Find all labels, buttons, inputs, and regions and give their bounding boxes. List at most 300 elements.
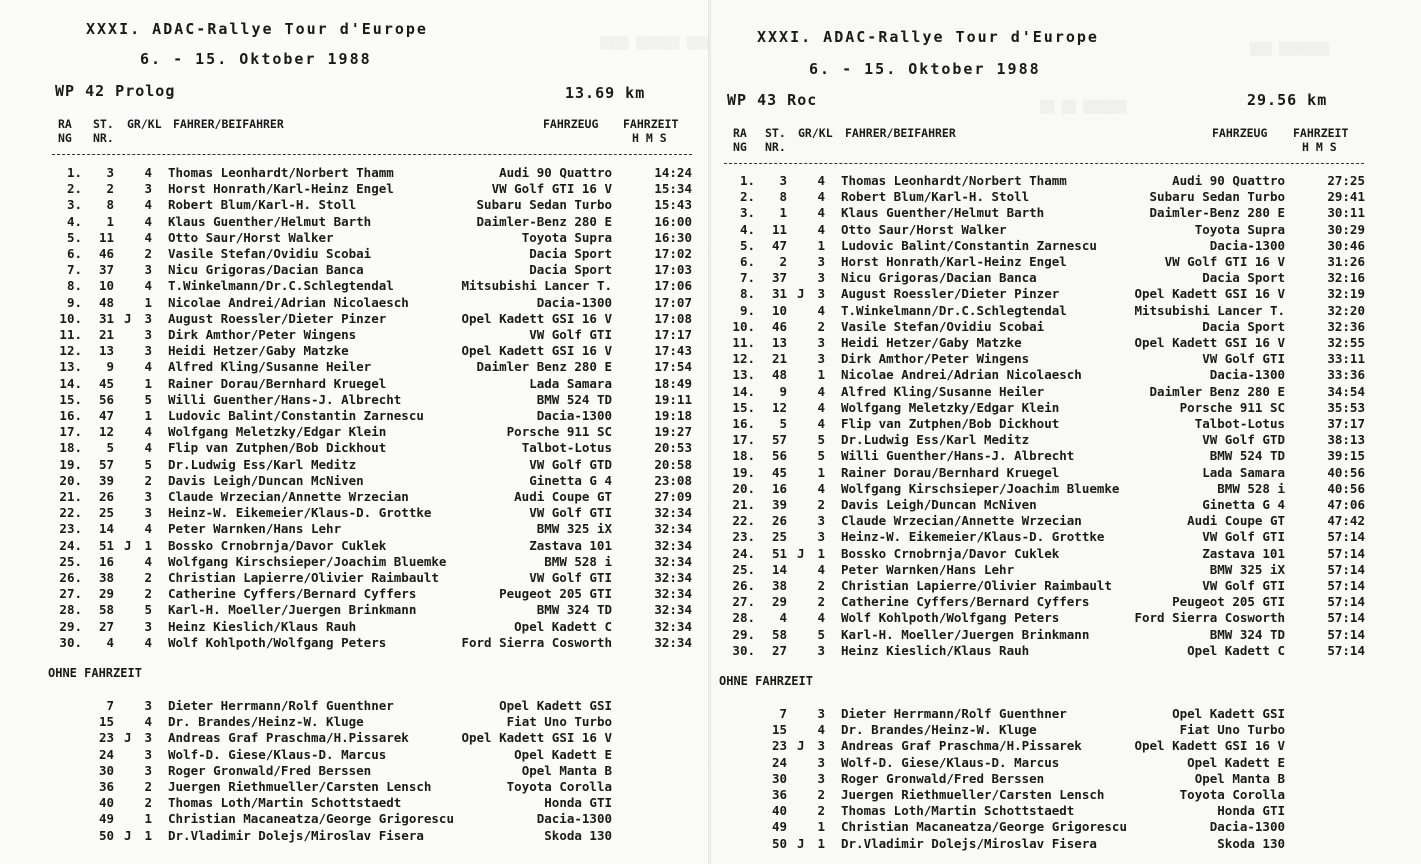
result-row	[56, 473, 696, 489]
class-cell: 5	[144, 391, 152, 407]
driver-codriver-cell: Flip van Zutphen/Bob Dickhout	[168, 440, 387, 456]
start-number-cell: 3	[106, 165, 114, 180]
start-number-cell: 38	[98, 570, 114, 585]
start-number-cell: 2	[779, 254, 787, 269]
car-cell: BMW 325 iX	[1209, 561, 1285, 577]
header-gr-kl: GR/KL	[127, 117, 162, 131]
time-cell: 57:14	[1327, 594, 1365, 610]
document-title-right: XXXI. ADAC-Rallye Tour d'Europe	[757, 28, 1099, 46]
car-cell: VW Golf GTI	[529, 505, 612, 521]
class-cell: 3	[144, 746, 152, 762]
header-car: FAHRZEUG	[543, 117, 599, 131]
header-time: FAHRZEIT	[1293, 126, 1349, 140]
result-row	[729, 416, 1369, 432]
driver-codriver-cell: Wolfgang Meletzky/Edgar Klein	[168, 424, 387, 440]
section-label-no-time-left: OHNE FAHRZEIT	[48, 666, 142, 680]
rank-cell: 4.	[66, 213, 82, 229]
result-row	[56, 440, 696, 456]
start-number-cell: 1	[106, 213, 114, 229]
class-cell: 4	[817, 221, 825, 237]
time-cell: 34:54	[1327, 383, 1365, 399]
driver-codriver-cell: Roger Gronwald/Fred Berssen	[168, 762, 372, 778]
driver-codriver-cell: Christian Lapierre/Olivier Raimbault	[168, 570, 439, 585]
driver-codriver-cell: Peter Warnken/Hans Lehr	[168, 521, 342, 537]
class-cell: 3	[144, 343, 152, 359]
driver-codriver-cell: Christian Macaneatza/George Grigorescu	[168, 811, 454, 827]
class-cell: 1	[817, 237, 825, 253]
result-row	[729, 254, 1369, 270]
start-number-cell: 27	[98, 618, 114, 634]
start-number-cell: 24	[98, 746, 114, 762]
start-number-cell: 7	[779, 706, 787, 721]
result-row	[729, 546, 1369, 562]
header-st: ST.	[93, 117, 114, 131]
start-number-cell: 12	[771, 399, 787, 415]
start-number-cell: 8	[106, 197, 114, 213]
result-row	[729, 513, 1369, 529]
result-row	[56, 586, 696, 602]
rank-cell: 13.	[732, 367, 755, 383]
start-number-cell: 57	[771, 432, 787, 448]
no-time-row	[729, 706, 1369, 722]
driver-codriver-cell: Heinz-W. Eikemeier/Klaus-D. Grottke	[168, 505, 432, 521]
no-time-row	[729, 787, 1369, 803]
result-row	[729, 351, 1369, 367]
class-cell: 4	[817, 302, 825, 318]
rank-cell: 23.	[59, 521, 82, 537]
start-number-cell: 21	[771, 351, 787, 367]
class-cell: 2	[817, 578, 825, 593]
class-cell: 2	[144, 795, 152, 811]
driver-codriver-cell: Robert Blum/Karl-H. Stoll	[841, 189, 1030, 205]
time-cell: 17:02	[654, 246, 692, 261]
start-number-cell: 15	[98, 714, 114, 730]
driver-codriver-cell: Bossko Crnobrnja/Davor Cuklek	[168, 537, 387, 553]
time-cell: 27:09	[654, 489, 692, 504]
start-number-cell: 56	[771, 448, 787, 464]
car-cell: Dacia Sport	[1202, 270, 1285, 286]
car-cell: Honda GTI	[544, 795, 612, 811]
rank-cell: 6.	[739, 254, 755, 269]
header-car: FAHRZEUG	[1212, 126, 1268, 140]
rank-cell: 16.	[59, 408, 82, 423]
driver-codriver-cell: Heidi Hetzer/Gaby Matzke	[841, 335, 1022, 350]
result-row	[56, 262, 696, 278]
header-hms: H M S	[632, 131, 667, 145]
start-number-cell: 57	[98, 456, 114, 472]
no-time-row	[56, 714, 696, 730]
driver-codriver-cell: Wolfgang Kirschsieper/Joachim Bluemke	[841, 480, 1120, 496]
class-cell: 3	[817, 738, 825, 754]
car-cell: BMW 324 TD	[536, 602, 612, 618]
start-number-cell: 40	[98, 795, 114, 811]
start-number-cell: 50	[98, 827, 114, 843]
car-cell: Opel Kadett E	[514, 746, 612, 762]
car-cell: Daimler Benz 280 E	[476, 359, 612, 375]
result-row	[729, 303, 1369, 319]
result-row	[729, 578, 1369, 594]
car-cell: Ford Sierra Cosworth	[461, 634, 612, 650]
car-cell: VW Golf GTI	[529, 570, 612, 585]
time-cell: 32:34	[654, 505, 692, 521]
start-number-cell: 37	[98, 262, 114, 278]
car-cell: VW Golf GTD	[1202, 432, 1285, 448]
car-cell: Opel Kadett GSI 16 V	[1134, 738, 1285, 754]
class-cell: 3	[817, 770, 825, 786]
driver-codriver-cell: Dr. Brandes/Heinz-W. Kluge	[841, 722, 1037, 738]
no-time-row	[729, 771, 1369, 787]
result-row	[56, 554, 696, 570]
car-cell: Mitsubishi Lancer T.	[461, 278, 612, 294]
start-number-cell: 4	[106, 634, 114, 650]
class-cell: 4	[817, 416, 825, 431]
class-cell: 4	[144, 521, 152, 537]
result-row	[56, 619, 696, 635]
start-number-cell: 13	[98, 343, 114, 359]
no-time-row	[56, 763, 696, 779]
class-cell: 2	[817, 594, 825, 610]
rank-cell: 27.	[59, 586, 82, 602]
car-cell: VW Golf GTI 16 V	[491, 181, 612, 197]
rank-cell: 16.	[732, 416, 755, 431]
driver-codriver-cell: Thomas Leonhardt/Norbert Thamm	[168, 165, 394, 180]
driver-codriver-cell: Karl-H. Moeller/Juergen Brinkmann	[168, 602, 417, 618]
header-st: ST.	[765, 126, 786, 140]
car-cell: Dacia Sport	[1202, 318, 1285, 334]
car-cell: Opel Kadett E	[1187, 754, 1285, 770]
time-cell: 17:06	[654, 278, 692, 294]
driver-codriver-cell: Heinz-W. Eikemeier/Klaus-D. Grottke	[841, 529, 1105, 545]
rank-cell: 22.	[732, 513, 755, 529]
driver-codriver-cell: Claude Wrzecian/Annette Wrzecian	[168, 489, 409, 504]
driver-codriver-cell: Wolf-D. Giese/Klaus-D. Marcus	[168, 746, 387, 762]
driver-codriver-cell: T.Winkelmann/Dr.C.Schlegtendal	[168, 278, 394, 294]
time-cell: 57:14	[1327, 610, 1365, 626]
car-cell: Skoda 130	[544, 827, 612, 843]
time-cell: 14:24	[654, 165, 692, 180]
page-fold-divider	[708, 0, 711, 864]
driver-codriver-cell: Flip van Zutphen/Bob Dickhout	[841, 416, 1060, 431]
rank-cell: 24.	[59, 537, 82, 553]
time-cell: 17:03	[654, 262, 692, 278]
time-cell: 17:54	[654, 359, 692, 375]
rank-cell: 4.	[739, 221, 755, 237]
start-number-cell: 40	[771, 803, 787, 819]
start-number-cell: 2	[106, 181, 114, 197]
time-cell: 19:11	[654, 391, 692, 407]
driver-codriver-cell: Dirk Amthor/Peter Wingens	[168, 327, 357, 342]
start-number-cell: 45	[771, 464, 787, 480]
time-cell: 18:49	[654, 375, 692, 391]
car-cell: Toyota Supra	[521, 229, 612, 245]
car-cell: Mitsubishi Lancer T.	[1134, 302, 1285, 318]
date-range-left: 6. - 15. Oktober 1988	[140, 50, 372, 68]
show-through-mark: ▒▒ ▒▒ ▒▒▒▒▒▒	[1040, 100, 1127, 114]
rank-cell: 10.	[59, 310, 82, 326]
driver-codriver-cell: Thomas Leonhardt/Norbert Thamm	[841, 173, 1067, 188]
rank-cell: 15.	[59, 391, 82, 407]
class-cell: 1	[144, 294, 152, 310]
rank-cell: 29.	[732, 626, 755, 642]
time-cell: 17:43	[654, 343, 692, 359]
result-row	[729, 205, 1369, 221]
start-number-cell: 56	[98, 391, 114, 407]
start-number-cell: 38	[771, 578, 787, 593]
car-cell: Audi 90 Quattro	[499, 165, 612, 180]
driver-codriver-cell: Vasile Stefan/Ovidiu Scobai	[841, 318, 1045, 334]
rank-cell: 25.	[59, 553, 82, 569]
class-cell: 3	[817, 706, 825, 721]
driver-codriver-cell: Nicu Grigoras/Dacian Banca	[841, 270, 1037, 286]
car-cell: Dacia-1300	[1209, 819, 1285, 835]
class-cell: 4	[144, 197, 152, 213]
section-label-no-time-right: OHNE FAHRZEIT	[719, 674, 813, 688]
driver-codriver-cell: Willi Guenther/Hans-J. Albrecht	[168, 391, 402, 407]
start-number-cell: 15	[771, 722, 787, 738]
time-cell: 32:34	[654, 570, 692, 585]
rank-cell: 27.	[732, 594, 755, 610]
driver-codriver-cell: Juergen Riethmueller/Carsten Lensch	[168, 779, 432, 794]
class-cell: 4	[144, 553, 152, 569]
start-number-cell: 31	[98, 310, 114, 326]
time-cell: 30:46	[1327, 237, 1365, 253]
driver-codriver-cell: Nicolae Andrei/Adrian Nicolaesch	[168, 294, 409, 310]
rank-cell: 28.	[732, 610, 755, 626]
car-cell: Audi Coupe GT	[514, 489, 612, 504]
time-cell: 40:56	[1327, 480, 1365, 496]
class-cell: 3	[817, 513, 825, 529]
class-cell: 4	[817, 173, 825, 188]
result-row	[729, 448, 1369, 464]
driver-codriver-cell: Wolfgang Kirschsieper/Joachim Bluemke	[168, 553, 447, 569]
show-through-mark: ▒▒▒ ▒▒▒▒▒▒▒	[1250, 42, 1330, 56]
car-cell: Dacia-1300	[536, 811, 612, 827]
start-number-cell: 8	[779, 189, 787, 205]
car-cell: Peugeot 205 GTI	[499, 586, 612, 602]
class-cell: 4	[144, 714, 152, 730]
class-cell: 3	[144, 698, 152, 713]
driver-codriver-cell: Andreas Graf Praschma/H.Pissarek	[168, 730, 409, 746]
result-row	[729, 481, 1369, 497]
class-cell: 1	[144, 537, 152, 553]
start-number-cell: 23	[771, 738, 787, 754]
start-number-cell: 29	[98, 586, 114, 602]
header-driver: FAHRER/BEIFAHRER	[845, 126, 956, 140]
junior-flag-cell: J	[124, 310, 132, 326]
time-cell: 32:55	[1327, 335, 1365, 350]
result-row	[729, 367, 1369, 383]
class-cell: 1	[144, 811, 152, 827]
start-number-cell: 58	[771, 626, 787, 642]
class-cell: 5	[144, 456, 152, 472]
rank-cell: 26.	[732, 578, 755, 593]
driver-codriver-cell: Roger Gronwald/Fred Berssen	[841, 770, 1045, 786]
time-cell: 32:34	[654, 586, 692, 602]
time-cell: 57:14	[1327, 545, 1365, 561]
start-number-cell: 5	[779, 416, 787, 431]
junior-flag-cell: J	[797, 545, 805, 561]
no-time-row	[56, 698, 696, 714]
junior-flag-cell: J	[124, 730, 132, 746]
car-cell: Daimler-Benz 280 E	[476, 213, 612, 229]
result-row	[729, 465, 1369, 481]
class-cell: 4	[144, 278, 152, 294]
start-number-cell: 47	[98, 408, 114, 423]
driver-codriver-cell: Dr. Brandes/Heinz-W. Kluge	[168, 714, 364, 730]
start-number-cell: 11	[771, 221, 787, 237]
no-time-row	[729, 803, 1369, 819]
start-number-cell: 29	[771, 594, 787, 610]
time-cell: 19:18	[654, 408, 692, 423]
rank-cell: 23.	[732, 529, 755, 545]
car-cell: Opel Kadett GSI 16 V	[1134, 286, 1285, 302]
rank-cell: 3.	[739, 205, 755, 221]
car-cell: Opel Kadett GSI	[499, 698, 612, 713]
class-cell: 5	[817, 432, 825, 448]
header-rule-right	[724, 163, 1364, 164]
time-cell: 20:53	[654, 440, 692, 456]
driver-codriver-cell: Peter Warnken/Hans Lehr	[841, 561, 1015, 577]
header-ng: NG	[58, 131, 72, 145]
time-cell: 15:34	[654, 181, 692, 197]
start-number-cell: 14	[771, 561, 787, 577]
car-cell: VW Golf GTI	[529, 327, 612, 342]
start-number-cell: 14	[98, 521, 114, 537]
class-cell: 1	[144, 375, 152, 391]
time-cell: 30:29	[1327, 221, 1365, 237]
car-cell: Opel Manta B	[521, 762, 612, 778]
result-row	[729, 238, 1369, 254]
time-cell: 32:16	[1327, 270, 1365, 286]
no-time-row	[56, 779, 696, 795]
start-number-cell: 7	[106, 698, 114, 713]
start-number-cell: 16	[98, 553, 114, 569]
class-cell: 1	[144, 827, 152, 843]
driver-codriver-cell: Otto Saur/Horst Walker	[841, 221, 1007, 237]
time-cell: 39:15	[1327, 448, 1365, 464]
car-cell: Opel Kadett C	[1187, 642, 1285, 658]
result-row	[56, 376, 696, 392]
start-number-cell: 23	[98, 730, 114, 746]
header-hms: H M S	[1302, 140, 1337, 154]
driver-codriver-cell: Dr.Vladimir Dolejs/Miroslav Fisera	[168, 827, 424, 843]
rank-cell: 19.	[732, 464, 755, 480]
time-cell: 32:34	[654, 521, 692, 537]
driver-codriver-cell: Dieter Herrmann/Rolf Guenthner	[168, 698, 394, 713]
rank-cell: 10.	[732, 318, 755, 334]
car-cell: Audi Coupe GT	[1187, 513, 1285, 529]
header-gr-kl: GR/KL	[798, 126, 833, 140]
result-row	[729, 319, 1369, 335]
start-number-cell: 4	[779, 610, 787, 626]
driver-codriver-cell: August Roessler/Dieter Pinzer	[841, 286, 1060, 302]
result-row	[56, 505, 696, 521]
result-row	[56, 457, 696, 473]
start-number-cell: 46	[98, 246, 114, 261]
driver-codriver-cell: Robert Blum/Karl-H. Stoll	[168, 197, 357, 213]
class-cell: 4	[144, 213, 152, 229]
driver-codriver-cell: Christian Macaneatza/George Grigorescu	[841, 819, 1127, 835]
car-cell: Talbot-Lotus	[521, 440, 612, 456]
start-number-cell: 9	[779, 383, 787, 399]
result-row	[56, 521, 696, 537]
class-cell: 3	[144, 762, 152, 778]
car-cell: Dacia Sport	[529, 262, 612, 278]
driver-codriver-cell: Nicolae Andrei/Adrian Nicolaesch	[841, 367, 1082, 383]
time-cell: 32:34	[654, 634, 692, 650]
driver-codriver-cell: Juergen Riethmueller/Carsten Lensch	[841, 787, 1105, 802]
no-time-row	[56, 747, 696, 763]
rank-cell: 8.	[739, 286, 755, 302]
driver-codriver-cell: Otto Saur/Horst Walker	[168, 229, 334, 245]
result-row	[729, 286, 1369, 302]
class-cell: 3	[144, 327, 152, 342]
rank-cell: 9.	[739, 302, 755, 318]
class-cell: 2	[144, 472, 152, 488]
time-cell: 29:41	[1327, 189, 1365, 205]
result-row	[729, 400, 1369, 416]
junior-flag-cell: J	[124, 827, 132, 843]
start-number-cell: 51	[98, 537, 114, 553]
start-number-cell: 39	[771, 497, 787, 512]
driver-codriver-cell: Dr.Vladimir Dolejs/Miroslav Fisera	[841, 835, 1097, 851]
rank-cell: 20.	[732, 480, 755, 496]
class-cell: 3	[144, 262, 152, 278]
time-cell: 32:34	[654, 602, 692, 618]
rank-cell: 5.	[739, 237, 755, 253]
driver-codriver-cell: Wolf Kohlpoth/Wolfgang Peters	[841, 610, 1060, 626]
time-cell: 17:17	[654, 327, 692, 342]
time-cell: 47:42	[1327, 513, 1365, 529]
start-number-cell: 1	[779, 205, 787, 221]
result-row	[56, 327, 696, 343]
time-cell: 40:56	[1327, 464, 1365, 480]
rank-cell: 8.	[66, 278, 82, 294]
start-number-cell: 48	[98, 294, 114, 310]
result-row	[729, 173, 1369, 189]
class-cell: 4	[817, 722, 825, 738]
start-number-cell: 25	[98, 505, 114, 521]
class-cell: 1	[144, 408, 152, 423]
driver-codriver-cell: T.Winkelmann/Dr.C.Schlegtendal	[841, 302, 1067, 318]
header-nr: NR.	[93, 131, 114, 145]
time-cell: 32:34	[654, 618, 692, 634]
header-nr: NR.	[765, 140, 786, 154]
start-number-cell: 26	[98, 489, 114, 504]
result-row	[56, 214, 696, 230]
driver-codriver-cell: Heinz Kieslich/Klaus Rauh	[841, 642, 1030, 658]
time-cell: 30:11	[1327, 205, 1365, 221]
time-cell: 16:30	[654, 229, 692, 245]
result-row	[729, 335, 1369, 351]
no-time-row	[56, 795, 696, 811]
class-cell: 2	[817, 787, 825, 802]
rank-cell: 2.	[66, 181, 82, 197]
time-cell: 31:26	[1327, 254, 1365, 269]
class-cell: 3	[144, 310, 152, 326]
start-number-cell: 30	[771, 770, 787, 786]
result-row	[729, 643, 1369, 659]
rank-cell: 24.	[732, 545, 755, 561]
driver-codriver-cell: Karl-H. Moeller/Juergen Brinkmann	[841, 626, 1090, 642]
driver-codriver-cell: Alfred Kling/Susanne Heiler	[841, 383, 1045, 399]
time-cell: 32:20	[1327, 302, 1365, 318]
result-row	[56, 359, 696, 375]
result-row	[56, 408, 696, 424]
no-time-row	[56, 811, 696, 827]
class-cell: 3	[144, 505, 152, 521]
time-cell: 33:36	[1327, 367, 1365, 383]
